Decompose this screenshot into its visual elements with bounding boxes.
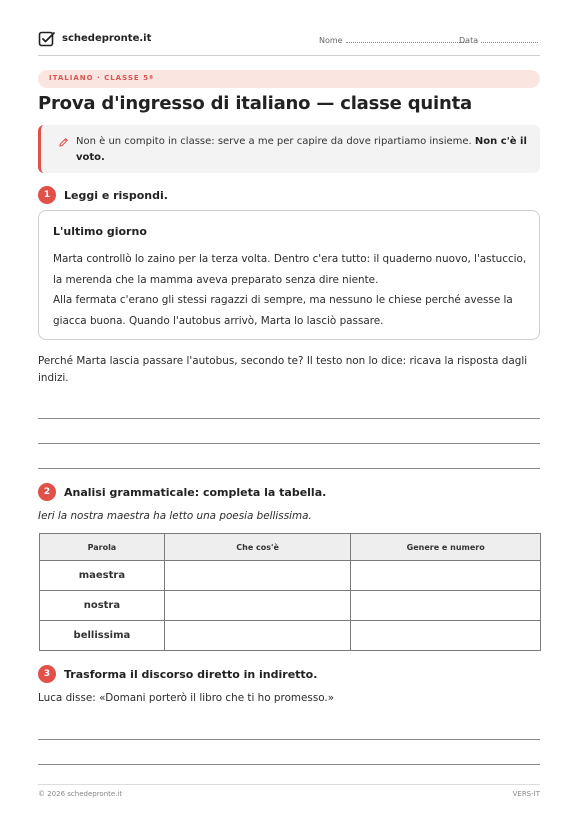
page-header: [38, 30, 540, 56]
question-1-title: Leggi e rispondi.: [64, 189, 168, 202]
site-logo-text: schedepronte.it: [62, 33, 152, 44]
answer-line[interactable]: [38, 739, 540, 740]
note-main-text: Non è un compito in classe: serve a me per capire da dove ripartiamo insieme.: [76, 136, 472, 147]
answer-line[interactable]: [38, 418, 540, 419]
date-write-line[interactable]: [481, 35, 538, 43]
question-1-prompt: Perché Marta lascia passare l'autobus, secondo te? Il testo non lo dice: ricava la risposta dagli indizi.: [38, 355, 528, 384]
page-title: Prova d'ingresso di italiano — classe quinta: [38, 93, 472, 114]
date-field[interactable]: [459, 35, 538, 45]
story-paragraph-1: Marta controllò lo zaino per la terza volta. Dentro c'era tutto: il quaderno nuovo, l'astuccio, la merenda che la mamma aveva preparato senza dire niente.: [53, 253, 527, 286]
story-title: L'ultimo giorno: [53, 225, 147, 238]
answer-cell[interactable]: [351, 561, 541, 591]
table-row: [40, 591, 541, 621]
question-3-sentence: Luca disse: «Domani porterò il libro che ti ho promesso.»: [38, 692, 335, 704]
table-header-cell: Che cos'è: [164, 534, 351, 561]
table-row: [40, 561, 541, 591]
question-3-badge: 3: [38, 665, 56, 683]
category-banner: [38, 70, 540, 88]
question-1-badge: 1: [38, 186, 56, 204]
question-2-sentence: Ieri la nostra maestra ha letto una poesia bellissima.: [38, 510, 312, 522]
answer-cell[interactable]: [164, 621, 351, 651]
word-cell: maestra: [40, 561, 165, 591]
answer-cell[interactable]: [164, 561, 351, 591]
word-cell: bellissima: [40, 621, 165, 651]
table-header-cell: Genere e numero: [351, 534, 541, 561]
footer-code: VERS-IT: [512, 790, 540, 798]
footer-divider: [38, 784, 540, 785]
pencil-icon: [58, 137, 69, 148]
story-paragraph-2: Alla fermata c'erano gli stessi ragazzi di sempre, ma nessuno le chiese perché avesse la giacca buona. Quando l'autobus arrivò, Marta lo lasciò passare.: [53, 294, 513, 327]
answer-line[interactable]: [38, 468, 540, 469]
name-label: Nome: [319, 36, 343, 45]
category-label: ITALIANO · CLASSE 5ª: [49, 74, 154, 82]
table-header-row: [40, 534, 541, 561]
answer-cell[interactable]: [351, 621, 541, 651]
answer-cell[interactable]: [351, 591, 541, 621]
answer-line[interactable]: [38, 443, 540, 444]
grammar-table: [39, 533, 541, 651]
teacher-note: [38, 125, 540, 173]
note-text: [76, 134, 531, 166]
table-header-cell: Parola: [40, 534, 165, 561]
name-field[interactable]: [319, 35, 466, 45]
footer-copyright: © 2026 schedepronte.it: [38, 790, 123, 798]
answer-line[interactable]: [38, 764, 540, 765]
word-cell: nostra: [40, 591, 165, 621]
story-body: [53, 249, 527, 331]
checkbox-pencil-icon: [38, 30, 56, 48]
note-bold-text: Non c'è il voto.: [76, 136, 527, 163]
answer-cell[interactable]: [164, 591, 351, 621]
reading-passage: [38, 210, 540, 340]
date-label: Data: [459, 36, 479, 45]
question-2-title: Analisi grammaticale: completa la tabella.: [64, 486, 327, 499]
question-2-badge: 2: [38, 483, 56, 501]
name-write-line[interactable]: [346, 35, 466, 43]
table-row: [40, 621, 541, 651]
question-3-title: Trasforma il discorso diretto in indiretto.: [64, 668, 318, 681]
